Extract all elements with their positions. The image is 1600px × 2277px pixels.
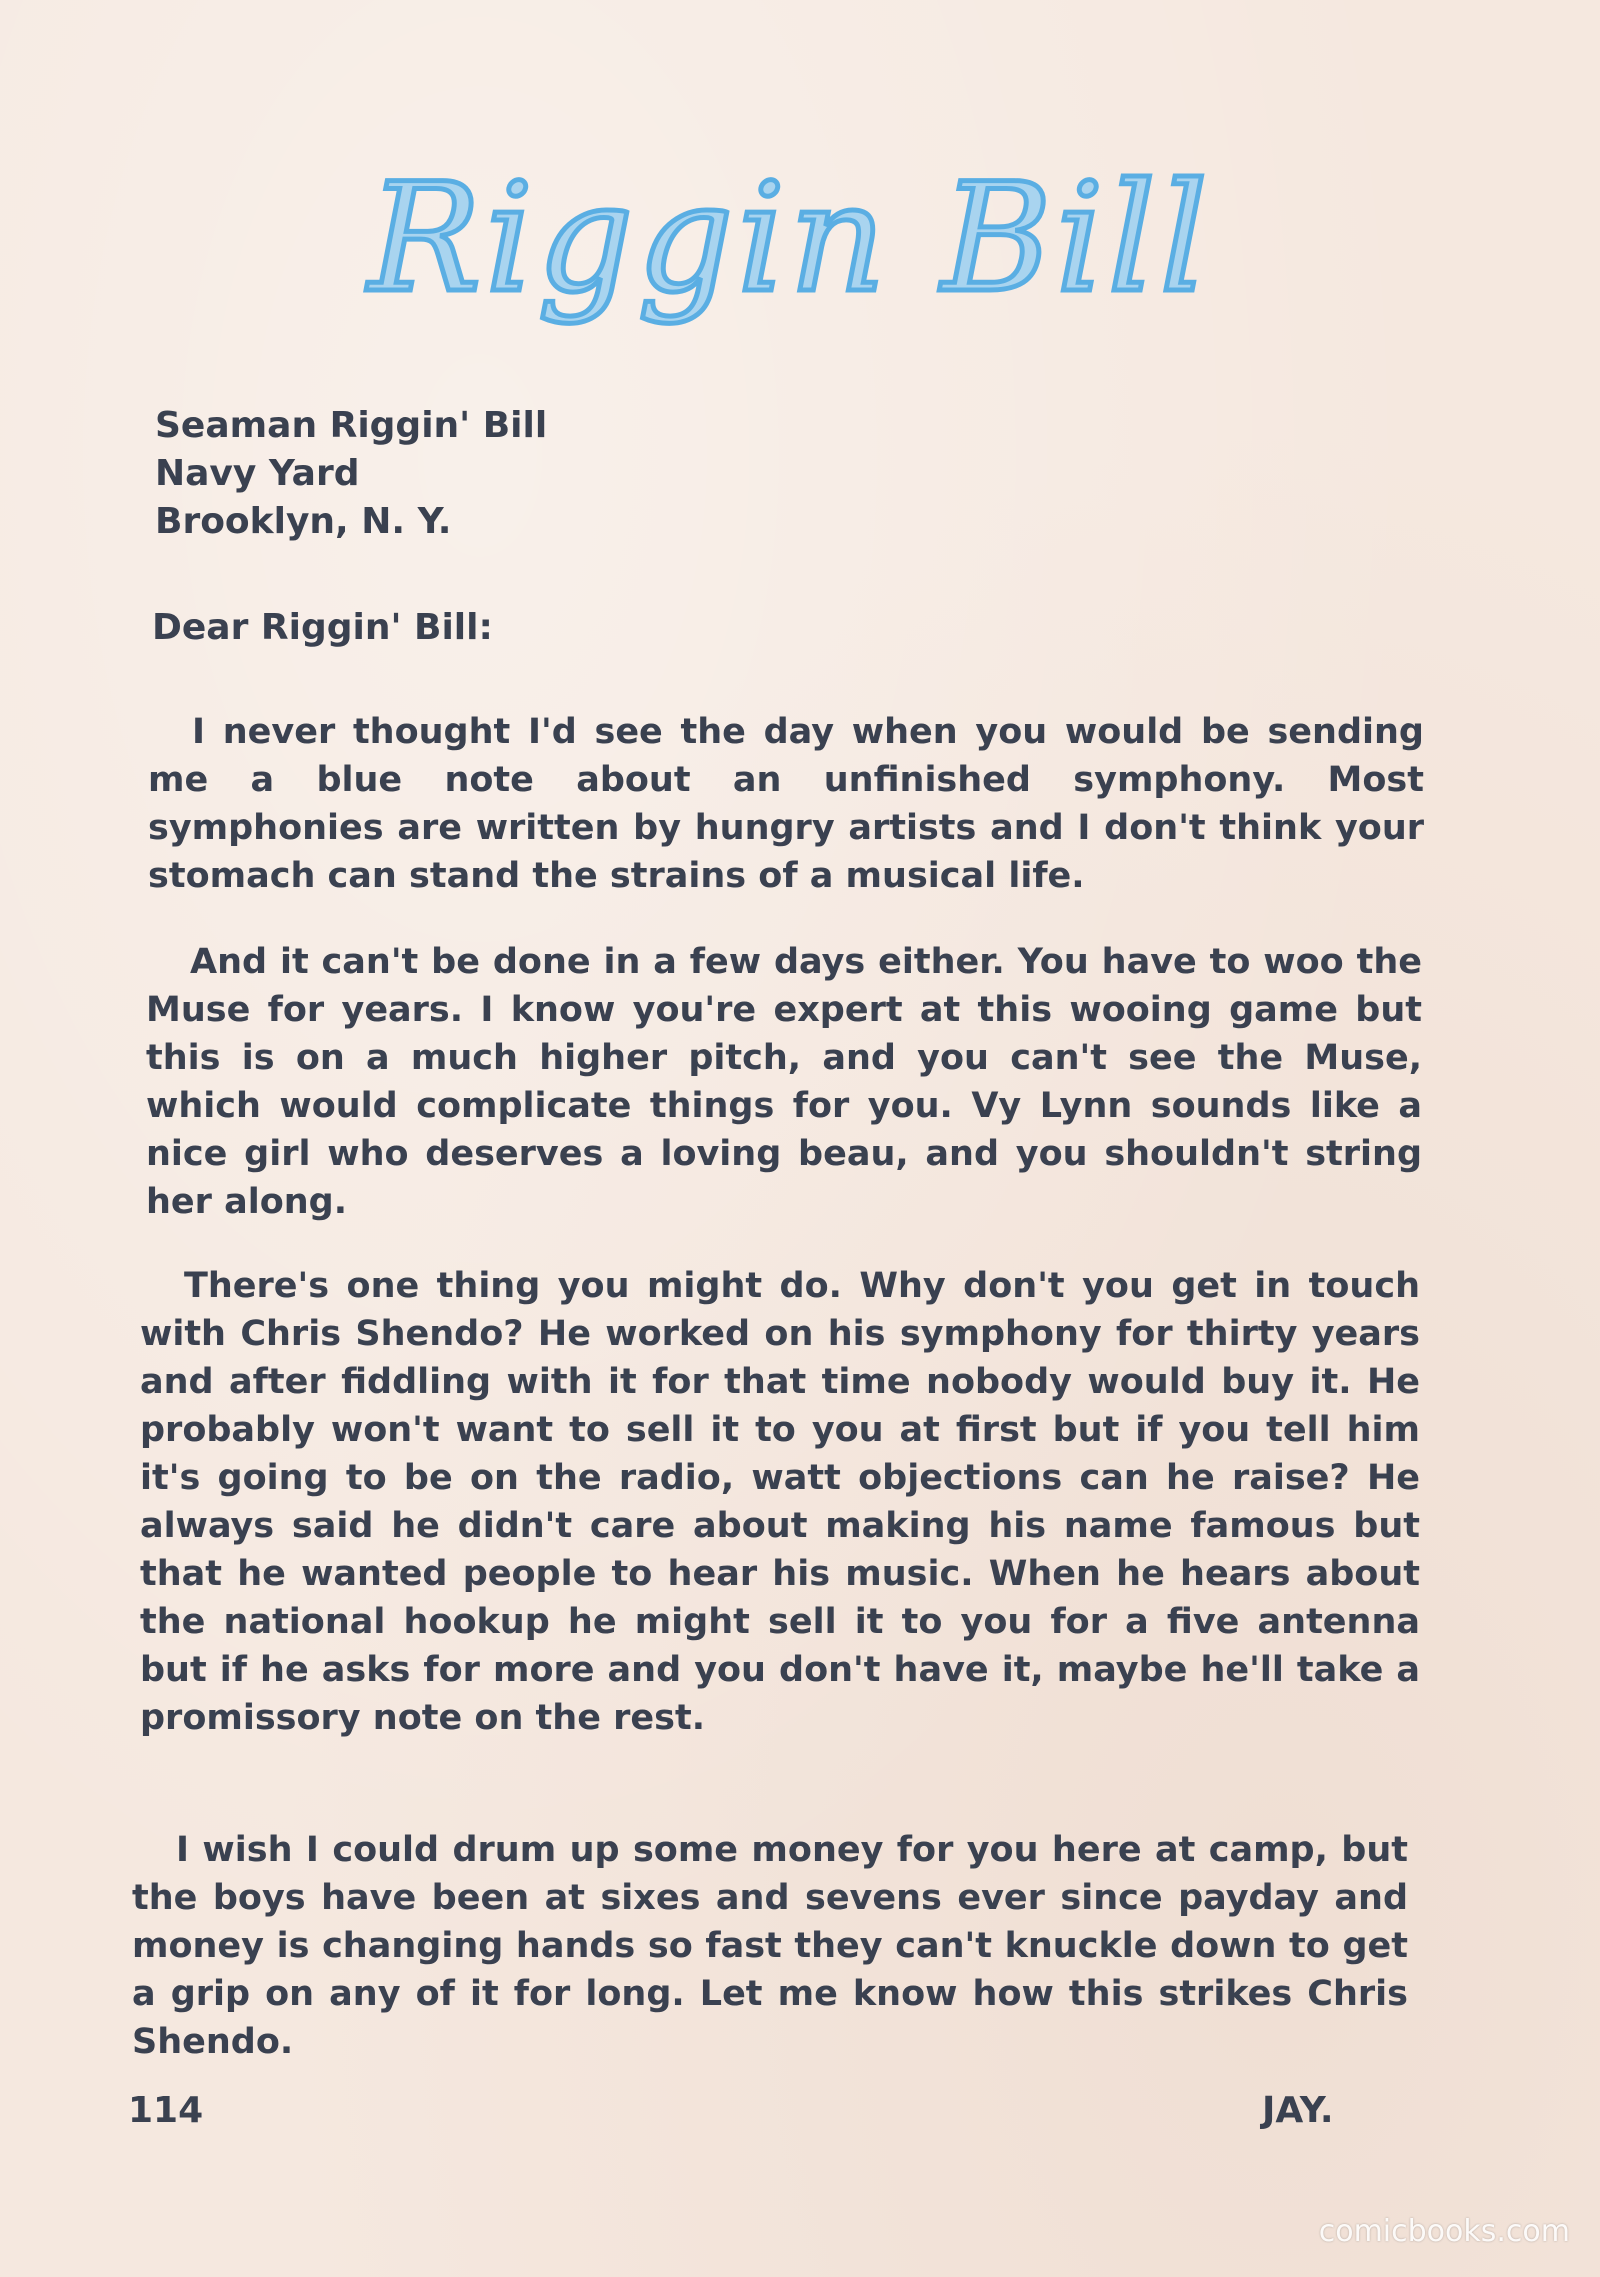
paragraph-2: And it can't be done in a few days either. You have to woo the Muse for years. I know you're expert at this wooing game but this is on a much higher pitch, and you can't see the Muse, which would complicate things for you. Vy Lynn sounds like a nice girl who deserves a loving beau, and you shouldn't string her along. — [146, 942, 1422, 1222]
watermark: comicbooks.com — [1318, 2214, 1570, 2249]
title-text: Riggin Bill — [368, 152, 1212, 326]
signature: JAY. — [1262, 2090, 1334, 2131]
salutation: Dear Riggin' Bill: — [152, 607, 493, 648]
address-line-name: Seaman Riggin' Bill — [155, 405, 548, 446]
paragraph-4: I wish I could drum up some money for you here at camp, but the boys have been at sixes and sevens ever since payday and money is changing hands so fast they can't knuckle down to get a grip on any of it for long. Let me know how this strikes Chris Shendo. — [132, 1830, 1408, 2062]
recipient-address — [155, 402, 547, 546]
paragraph-1: I never thought I'd see the day when you would be sending me a blue note about an unfinished symphony. Most symphonies are written by hungry artists and I don't think your stomach can stand the strains of a musical life. — [148, 712, 1424, 896]
title-logo — [150, 120, 1430, 360]
address-line-city: Brooklyn, N. Y. — [155, 501, 452, 542]
page-number: 114 — [128, 2090, 204, 2131]
paragraph-3: There's one thing you might do. Why don't you get in touch with Chris Shendo? He worked on his symphony for thirty years and after fiddling with it for that time nobody would buy it. He probably won't want to sell it to you at first but if you tell him it's going to be on the radio, watt objections can he raise? He always said he didn't care about making his name famous but that he wanted people to hear his music. When he hears about the national hookup he might sell it to you for a five antenna but if he asks for more and you don't have it, maybe he'll take a promissory note on the rest. — [140, 1266, 1420, 1738]
address-line-place: Navy Yard — [155, 453, 360, 494]
